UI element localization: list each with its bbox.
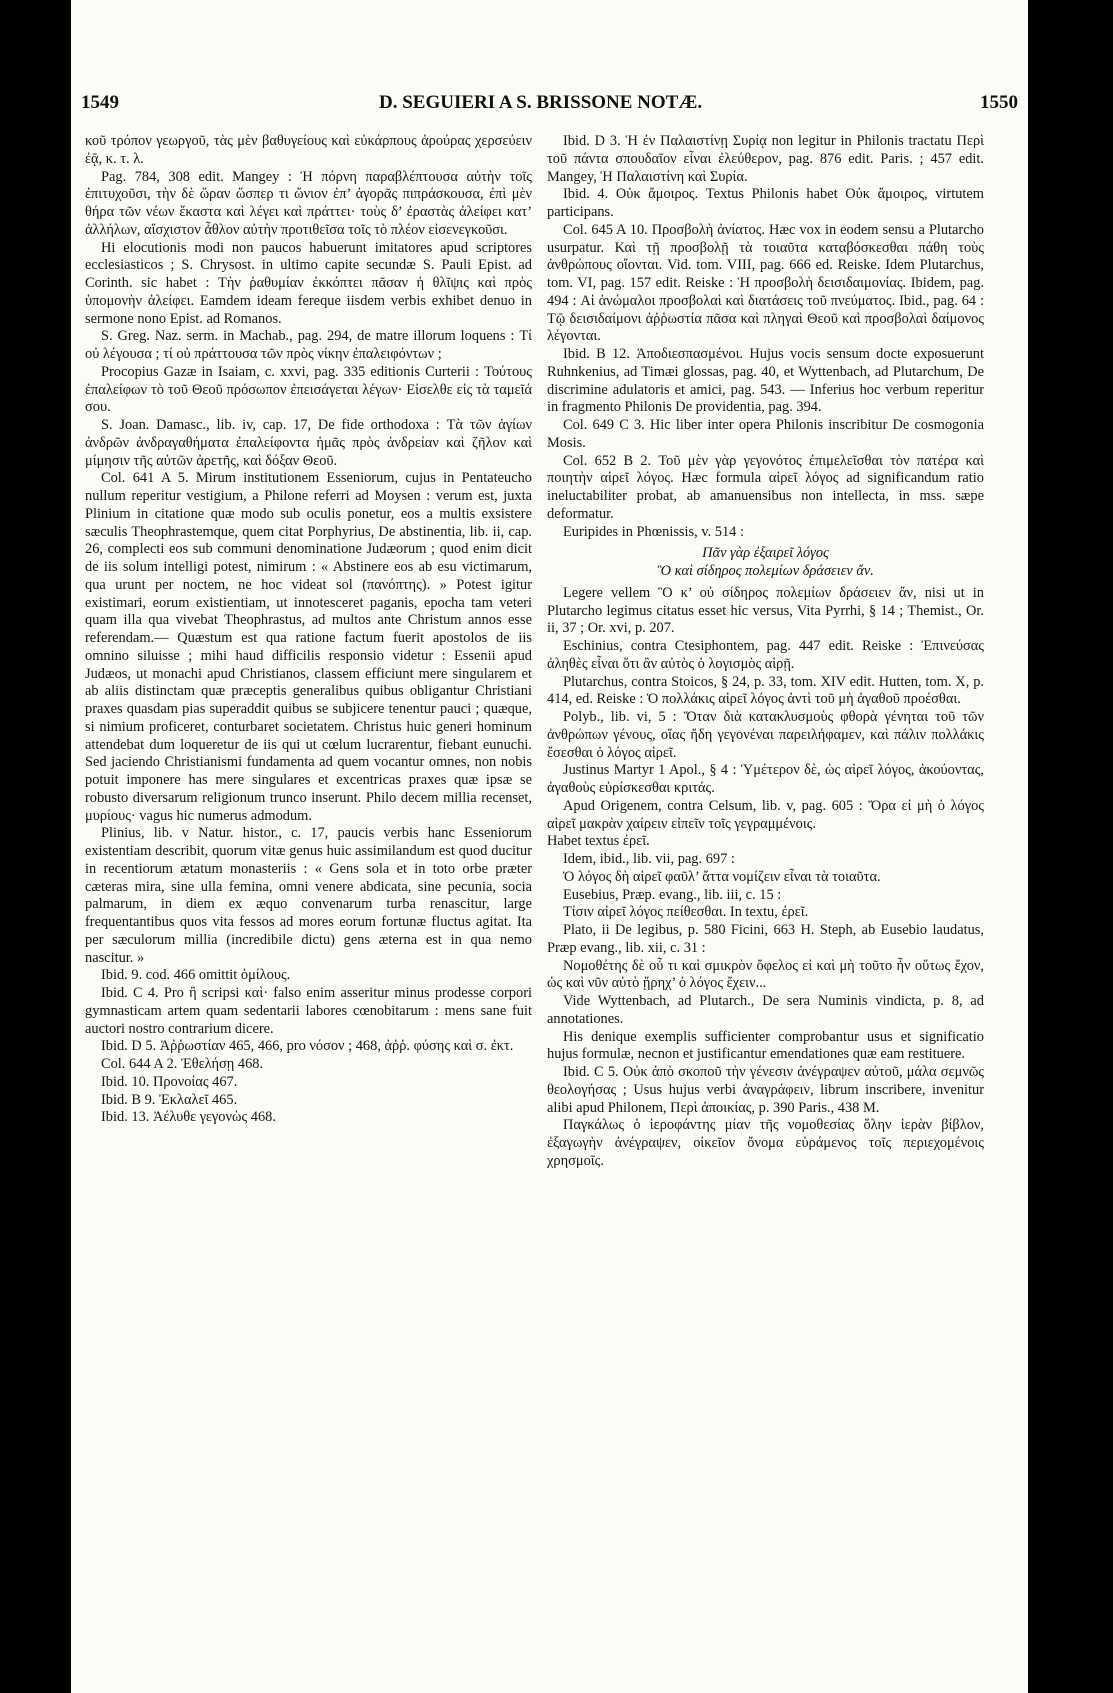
note-paragraph: Ibid. B 12. Ἀποδιεσπασμένοι. Hujus vocis sensum docte exposuerunt Ruhnkenius, ad Timæi glossas, pag. 40, et Wyttenbach, ad Plutarchum, De discrimine adulatoris et amici, pag. 543. — Inferius hoc verbum reperitur in fragmento Philonis De providentia, pag. 394. (547, 346, 984, 416)
note-paragraph: Ibid. 4. Οὐκ ἄμοιρος. Textus Philonis habet Οὐκ ἄμοιρος, virtutem participans. (547, 186, 984, 220)
running-header (81, 92, 1018, 118)
note-paragraph: Procopius Gazæ in Isaiam, c. xxvi, pag. 335 editionis Curterii : Τούτους ἐπαλείφων τὸ τοῦ Θεοῦ πρόσωπον ἐπεισάγεται λέγων· Εἰσελθε εἰς τὰ ταμεῖά σου. (85, 363, 532, 416)
note-paragraph: Plutarchus, contra Stoicos, § 24, p. 33, tom. XIV edit. Hutten, tom. X, p. 414, ed. Reiske : Ὁ πολλάκις αἱρεῖ λόγος ἀντὶ τοῦ μὴ ἀγαθοῦ προέσθαι. (547, 673, 984, 708)
note-paragraph: S. Joan. Damasc., lib. iv, cap. 17, De fide orthodoxa : Τὰ τῶν ἁγίων ἀνδρῶν ἀνδραγαθήματα ἐπαλείφοντα ἡμᾶς πρὸς ἀνδρείαν καὶ ζῆλον καὶ μίμησιν τῆς αὐτῶν ἀρετῆς, καὶ δόξαν Θεοῦ. (85, 417, 532, 469)
note-paragraph: Plinius, lib. v Natur. histor., c. 17, paucis verbis hanc Esseniorum existentiam describit, quorum vitæ genus huic assimilandum est quod ducitur in recentiorum ætatum monasteriis : « Gens sola et in toto orbe præter cæteras mira, sine ulla femina, omni venere abdicata, sine pecunia, socia palmarum, in diem ex æquo convenarum turba renascitur, large frequentantibus quos vita fessos ad mores eorum fortunæ fluctus agitat. Ita per sæculorum millia (incredibile dictu) gens æterna est in qua nemo nascitur. » (85, 825, 532, 966)
note-paragraph: Ibid. D 5. Ἀῤῥωστίαν 465, 466, pro νόσον ; 468, ἀῤῥ. φύσης καὶ σ. ἐκτ. (101, 1038, 514, 1055)
note-paragraph: Col. 645 A 10. Προσβολὴ ἀνίατος. Hæc vox in eodem sensu a Plutarcho usurpatur. Καὶ τῇ προσβολῇ τὰ τοιαῦτα καταβόσκεσθαι πάθη τοὺς ἀνθρώπους οἴονται. Vid. tom. VIII, pag. 666 ed. Reiske. Idem Plutarchus, tom. VI, pag. 157 edit. Reiske : Ἡ προσβολὴ δεισιδαιμονίας. Ibidem, pag. 494 : Αἱ ἀνώμαλοι προσβολαὶ καὶ διατάσεις τοῦ πνεύματος. Ibid., pag. 64 : Τῷ δεισιδαίμονι ἀῤῥωστία πᾶσα καὶ πληγαὶ Θεοῦ καὶ προσβολαὶ δαίμονος λέγονται. (547, 221, 984, 345)
note-paragraph: Eusebius, Præp. evang., lib. iii, c. 15 : (563, 886, 782, 903)
note-paragraph: Vide Wyttenbach, ad Plutarch., De sera Numinis vindicta, p. 8, ad annotationes. (547, 993, 984, 1027)
note-paragraph: Col. 649 C 3. Hic liber inter opera Philonis inscribitur De cosmogonia Mosis. (547, 417, 984, 451)
note-paragraph: Habet textus ἐρεῖ. (547, 833, 650, 850)
note-paragraph: Ibid. 9. cod. 466 omittit ὁμίλους. (101, 967, 291, 984)
note-paragraph: Παγκάλως ὁ ἱεροφάντης μίαν τῆς νομοθεσίας ὅλην ἱερὰν βίβλον, ἐξαγωγὴν ἀνέγραψεν, οἰκεῖον ὄνομα εὑράμενος τοῖς περιεχομένοις χρησμοῖς. (547, 1117, 984, 1169)
left-column (85, 133, 532, 1127)
note-paragraph: Justinus Martyr 1 Apol., § 4 : Ὑμέτερον δὲ, ὡς αἱρεῖ λόγος, ἀκούοντας, ἀγαθοὺς εὑρίσκεσθαι κριτάς. (547, 762, 984, 796)
page-number-right: 1550 (980, 92, 1018, 113)
note-paragraph: Ibid. C 4. Pro ἢ scripsi καὶ· falso enim asseritur minus prodesse corpori gymnasticam artem quam sedentarii labores cœnobitarum : mens sane fuit auctori nostro contrarium dicere. (85, 985, 532, 1037)
page-number-left: 1549 (81, 92, 119, 113)
note-paragraph: Pag. 784, 308 edit. Mangey : Ἡ πόρνη παραβλέπτουσα αὐτὴν τοῖς ἐπιτυχοῦσι, τὴν δὲ ὥραν ὥσπερ τι ὤνιον ἐπ’ ἀγορᾶς πιπράσκουσα, ἐπὶ μὲν θήρα τῶν νέων ἕκαστα καὶ λέγει καὶ πράττει· τοὺς δ’ ἐραστὰς ἀλείφει κατ’ ἀλλήλων, αἴσχιστον ἆθλον αὐτὴν προτιθεῖσα τοῖς τὸ πλέον εἰσενεγκοῦσι. (85, 168, 532, 238)
note-paragraph: Col. 652 B 2. Τοῦ μὲν γὰρ γεγονότος ἐπιμελεῖσθαι τὸν πατέρα καὶ ποιητὴν αἱρεῖ λόγος. Hæc formula αἱρεῖ λόγος ad significandum ratio ineluctabiliter probat, ab amanuensibus non intellecta, in mss. sæpe deformatur. (547, 452, 984, 522)
note-paragraph: Νομοθέτης δὲ οὗ τι καὶ σμικρὸν ὄφελος εἰ καὶ μὴ τοῦτο ἦν οὕτως ἔχον, ὡς καὶ νῦν αὐτὸ ᾕρηχ’ ὁ λόγος ἔχειν... (547, 957, 984, 992)
note-paragraph: Apud Origenem, contra Celsum, lib. v, pag. 605 : Ὅρα εἰ μὴ ὁ λόγος αἱρεῖ μακρὰν χαίρειν εἰπεῖν τοῖς γεγραμμένοις. (547, 797, 984, 832)
note-paragraph: Col. 641 A 5. Mirum institutionem Esseniorum, cujus in Pentateucho nullum reperitur vestigium, a Philone referri ad Moysen : verum est, juxta Plinium in citatione quæ modo sub oculis ponetur, eos a multis exsistere sæculis Theophrastemque, quem citat Porphyrius, De abstinentia, lib. ii, cap. 26, complecti eos sub communi denominatione Judæorum ; quod enim dicit de iis solum intelligi potest, nimirum : « Abstinere eos ab esu victimarum, qua urunt per noctem, ne hoc videat sol (πανόπτης). » Potest igitur existimari, eorum existientiam, ut innotesceret paganis, epocha tam veteri quam illa qua vivebat Theophrastus, ad multos ante Christum annos esse referendam.— Quæstum est qua ratione factum fuerit apostolos de iis omnino siluisse ; mihi haud difficilis responsio videtur : Essenii apud Judæos, ut monachi apud Christianos, classem efficiunt mere singularem et ab aliis distinctam quæ præceptis generalibus quibus obligantur Christiani praxes quasdam pias superaddit quibus se subjicere tenentur pauci ; quæque, si nimium proficeret, conturbaret societatem. Christus huic generi hominum attendebat dum loqueretur de iis qui ut cœlum lucrarentur, fiebant eunuchi. Sed jaciendo Christianismi fundamenta ad quem vocantur omnes, non nobis potuit imponere has mere singulares et excentricas praxes quæ ipsæ se robusto diversarum religionum trunco inserunt. Philo decem millia recenset, μυρίους· vagus hic numerus admodum. (85, 470, 532, 824)
note-paragraph: Τίσιν αἱρεῖ λόγος πείθεσθαι. In textu, ἐρεῖ. (563, 904, 809, 921)
note-paragraph: Euripides in Phœnissis, v. 514 : (563, 523, 744, 540)
note-paragraph: κοῦ τρόπον γεωργοῦ, τὰς μὲν βαθυγείους καὶ εὐκάρπους ἀρούρας χερσεύειν ἐᾷ, κ. τ. λ. (85, 133, 532, 167)
verse-line: Πᾶν γὰρ ἐξαιρεῖ λόγος (702, 545, 829, 562)
note-paragraph: Eschinius, contra Ctesiphontem, pag. 447 edit. Reiske : Ἐπινεύσας ἀληθὲς εἶναι ὅτι ἂν αὐτὸς ὁ λογισμὸς αἱρῇ. (547, 638, 984, 672)
note-paragraph: S. Greg. Naz. serm. in Machab., pag. 294, de matre illorum loquens : Τί οὐ λέγουσα ; τί οὐ πράττουσα τῶν πρὸς νίκην ἐπαλειφόντων ; (85, 328, 532, 362)
note-paragraph: Ibid. 10. Προνοίας 467. (101, 1073, 238, 1090)
note-paragraph: Col. 644 A 2. Ἐθελήσῃ 468. (101, 1056, 264, 1072)
book-page (71, 0, 1028, 1693)
note-paragraph: Legere vellem Ὃ κ’ οὐ σίδηρος πολεμίων δράσειεν ἄν, nisi ut in Plutarcho legimus citatus esset hic versus, Vita Pyrrhi, § 14 ; Themist., Or. ii, 37 ; Or. xvi, p. 207. (547, 584, 984, 637)
note-paragraph: Ibid. 13. Ἀέλυθε γεγονὼς 468. (101, 1109, 276, 1126)
note-paragraph: Plato, ii De legibus, p. 580 Ficini, 663 H. Steph, ab Eusebio laudatus, Præp evang., lib. xii, c. 31 : (547, 922, 984, 956)
note-paragraph: His denique exemplis sufficienter comprobantur usus et significatio hujus formulæ, necnon et justificantur emendationes quæ eam restituere. (547, 1028, 984, 1063)
note-paragraph: Polyb., lib. vi, 5 : Ὅταν διὰ κατακλυσμοὺς φθορὰ γένηται τοῦ τῶν ἀνθρώπων γένους, οἵας ἤδη γεγονέναι παρειλήφαμεν, καὶ πάλιν πολλάκις ἔσεσθαι ὁ λόγος αἱρεῖ. (547, 709, 984, 761)
verse-line: Ὃ καὶ σίδηρος πολεμίων δράσειεν ἄν. (657, 563, 874, 579)
right-column (547, 133, 984, 1171)
note-paragraph: Hi elocutionis modi non paucos habuerunt imitatores apud scriptores ecclesiasticos ; S. Chrysost. in ultimo capite secundæ S. Pauli Epist. ad Corinth. sic habet : Τὴν ῥαθυμίαν ἐκκόπτει πᾶσαν ἡ θλῖψις καὶ πρὸς ὑπομονὴν ἀλείφει. Eamdem ideam fereque iisdem verbis exhibet denuo in sermone nono Epist. ad Romanos. (85, 239, 532, 327)
running-title: D. SEGUIERI A S. BRISSONE NOTÆ. (379, 92, 703, 113)
note-paragraph: Ibid. D 3. Ἡ ἐν Παλαιστίνῃ Συρίᾳ non legitur in Philonis tractatu Περὶ τοῦ πάντα σπουδαῖον εἶναι ἐλεύθερον, pag. 876 edit. Paris. ; 457 edit. Mangey, Ἡ Παλαιστίνη καὶ Συρία. (547, 133, 984, 185)
note-paragraph: Ibid. B 9. Ἐκλαλεῖ 465. (101, 1091, 238, 1108)
note-paragraph: Ibid. C 5. Οὐκ ἀπὸ σκοποῦ τὴν γένεσιν ἀνέγραψεν αὐτοῦ, μάλα σεμνῶς θεολογήσας ; Usus hujus verbi ἀναγράφειν, librum inscribere, invenitur alibi apud Philonem, Περὶ ἀποικίας, p. 390 Paris., 438 M. (547, 1064, 984, 1116)
note-paragraph: Idem, ibid., lib. vii, pag. 697 : (563, 851, 735, 867)
note-paragraph: Ὁ λόγος δὴ αἱρεῖ φαῦλ’ ἄττα νομίζειν εἶναι τὰ τοιαῦτα. (563, 868, 881, 885)
